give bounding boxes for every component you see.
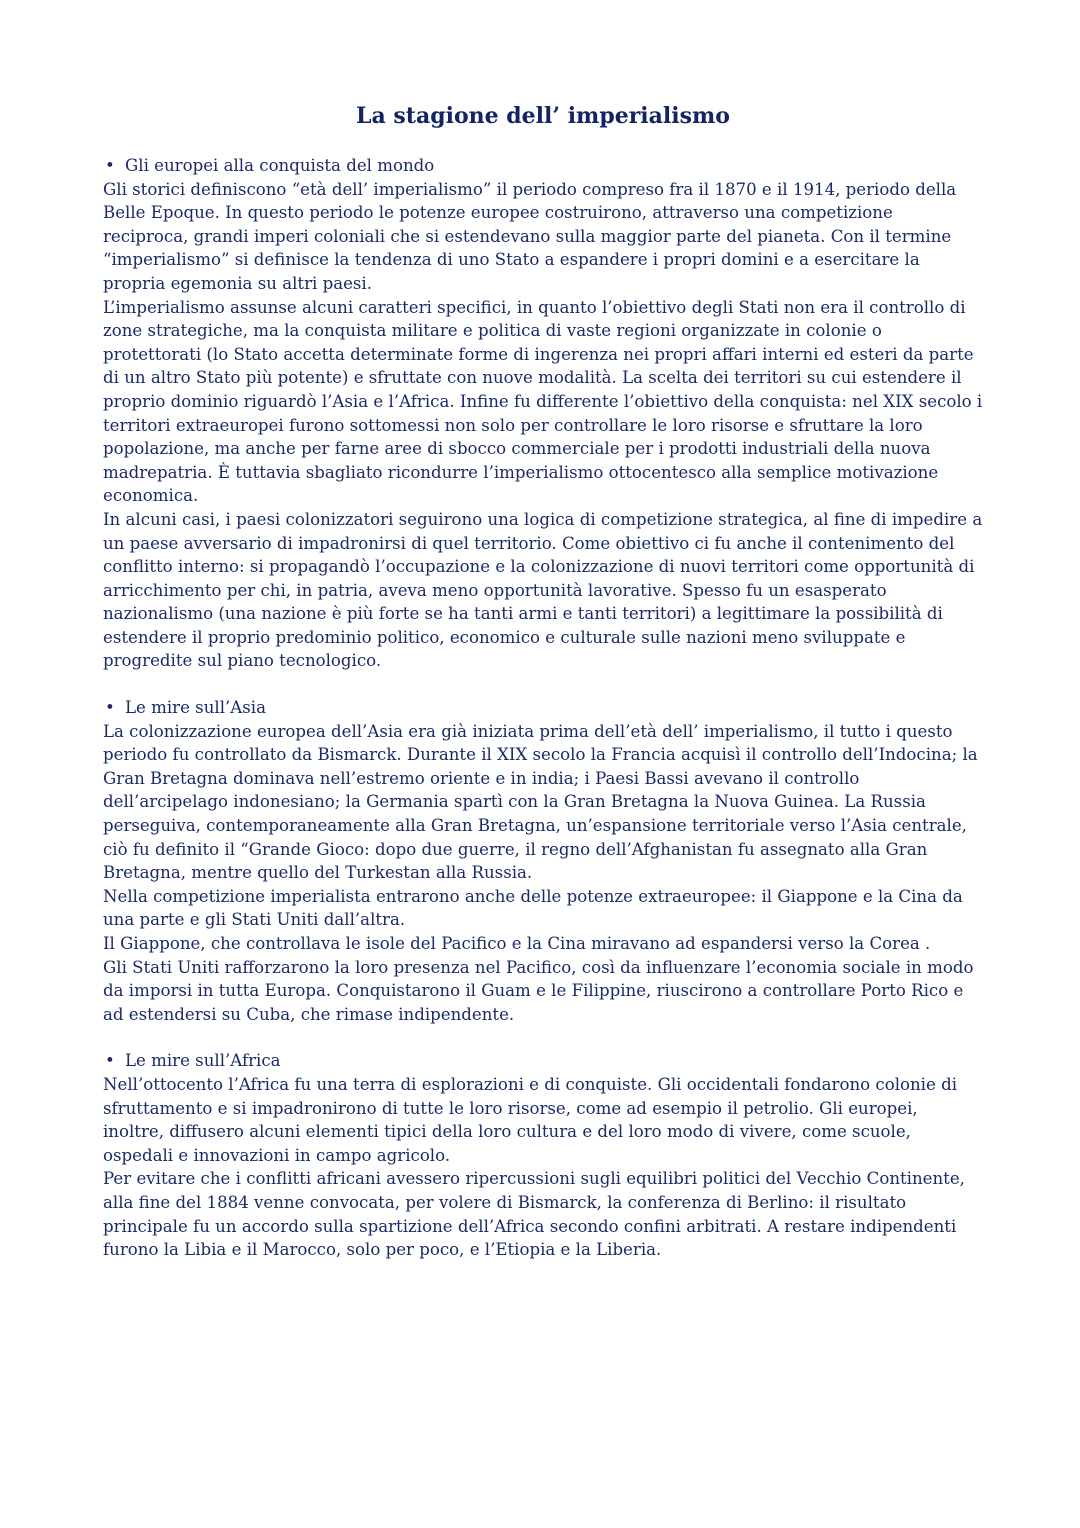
section-heading	[103, 1049, 983, 1073]
paragraph: Gli storici definiscono “età dell’ imperialismo” il periodo compreso fra il 1870 e il 1914, periodo della Belle Epoque. In questo periodo le potenze europee costruirono, attraverso una competizione reciproca, grandi imperi coloniali che si estendevano sulla maggior parte del pianeta. Con il termine “imperialismo” si definisce la tendenza di uno Stato a espandere i propri domini e a esercitare la propria egemonia su altri paesi.	[103, 179, 957, 293]
section-africa	[103, 1049, 983, 1261]
paragraph: Nella competizione imperialista entrarono anche delle potenze extraeuropee: il Giappone e la Cina da una parte e gli Stati Uniti dall’altra.	[103, 886, 963, 930]
paragraph: Per evitare che i conflitti africani avessero ripercussioni sugli equilibri politici del Vecchio Continente, alla fine del 1884 venne convocata, per volere di Bismarck, la conferenza di Berlino: il risultato principale fu un accordo sulla spartizione dell’Africa secondo confini arbitrati. A restare indipendenti furono la Libia e il Marocco, solo per poco, e l’Etiopia e la Liberia.	[103, 1169, 965, 1260]
paragraph: La colonizzazione europea dell’Asia era già iniziata prima dell’età dell’ imperialismo, il tutto i questo periodo fu controllato da Bismarck. Durante il XIX secolo la Francia acquisì il controllo dell’Indocina; la Gran Bretagna dominava nell’estremo oriente e in india; i Paesi Bassi avevano il controllo dell’arcipelago indonesiano; la Germania spartì con la Gran Bretagna la Nuova Guinea. La Russia perseguiva, contemporaneamente alla Gran Bretagna, un’espansione territoriale verso l’Asia centrale, ciò fu definito il “Grande Gioco: dopo due guerre, il regno dell’Afghanistan fu assegnato alla Gran Bretagna, mentre quello del Turkestan alla Russia.	[103, 721, 978, 883]
paragraph: In alcuni casi, i paesi colonizzatori seguirono una logica di competizione strategica, al fine di impedire a un paese avversario di impadronirsi di quel territorio. Come obiettivo ci fu anche il contenimento del conflitto interno: si propagandò l’occupazione e la colonizzazione di nuovi territori come opportunità di arricchimento per chi, in patria, aveva meno opportunità lavorative. Spesso fu un esasperato nazionalismo (una nazione è più forte se ha tanti armi e tanti territori) a legittimare la possibilità di estendere il proprio predominio politico, economico e culturale sulle nazioni meno sviluppate e progredite sul piano tecnologico.	[103, 509, 983, 671]
section-heading-text: Le mire sull’Asia	[125, 698, 266, 718]
section-heading	[103, 696, 983, 720]
section-heading-text: Le mire sull’Africa	[125, 1051, 281, 1071]
bullet-icon: •	[105, 1051, 115, 1071]
page-title: La stagione dell’ imperialismo	[356, 103, 730, 129]
section-europei	[103, 154, 983, 673]
bullet-icon: •	[105, 156, 115, 175]
paragraph: Gli Stati Uniti rafforzarono la loro presenza nel Pacifico, così da influenzare l’economia sociale in modo da imporsi in tutta Europa. Conquistarono il Guam e le Filippine, riuscirono a controllare Porto Rico e ad estendersi su Cuba, che rimase indipendente.	[103, 957, 974, 1024]
paragraph: Nell’ottocento l’Africa fu una terra di esplorazioni e di conquiste. Gli occidentali fondarono colonie di sfruttamento e si impadronirono di tutte le loro risorse, come ad esempio il petrolio. Gli europei, inoltre, diffusero alcuni elementi tipici della loro cultura e del loro modo di vivere, come scuole, ospedali e innovazioni in campo agricolo.	[103, 1074, 958, 1165]
section-heading-text: Gli europei alla conquista del mondo	[125, 156, 435, 175]
section-heading	[103, 154, 983, 178]
paragraph: L’imperialismo assunse alcuni caratteri specifici, in quanto l’obiettivo degli Stati non era il controllo di zone strategiche, ma la conquista militare e politica di vaste regioni organizzate in colonie o protettorati (lo Stato accetta determinate forme di ingerenza nei propri affari interni ed esteri da parte di un altro Stato più potente) e sfruttate con nuove modalità. La scelta dei territori su cui estendere il proprio dominio riguardò l’Asia e l’Africa. Infine fu differente l’obiettivo della conquista: nel XIX secolo i territori extraeuropei furono sottomessi non solo per controllare le loro risorse e sfruttare la loro popolazione, ma anche per farne aree di sbocco commerciale per i prodotti industriali della nuova madrepatria. È tuttavia sbagliato ricondurre l’imperialismo ottocentesco alla semplice motivazione economica.	[103, 297, 983, 506]
bullet-icon: •	[105, 698, 115, 718]
document-page	[103, 100, 983, 1285]
paragraph: Il Giappone, che controllava le isole del Pacifico e la Cina miravano ad espandersi verso la Corea .	[103, 934, 931, 953]
section-asia	[103, 696, 983, 1026]
